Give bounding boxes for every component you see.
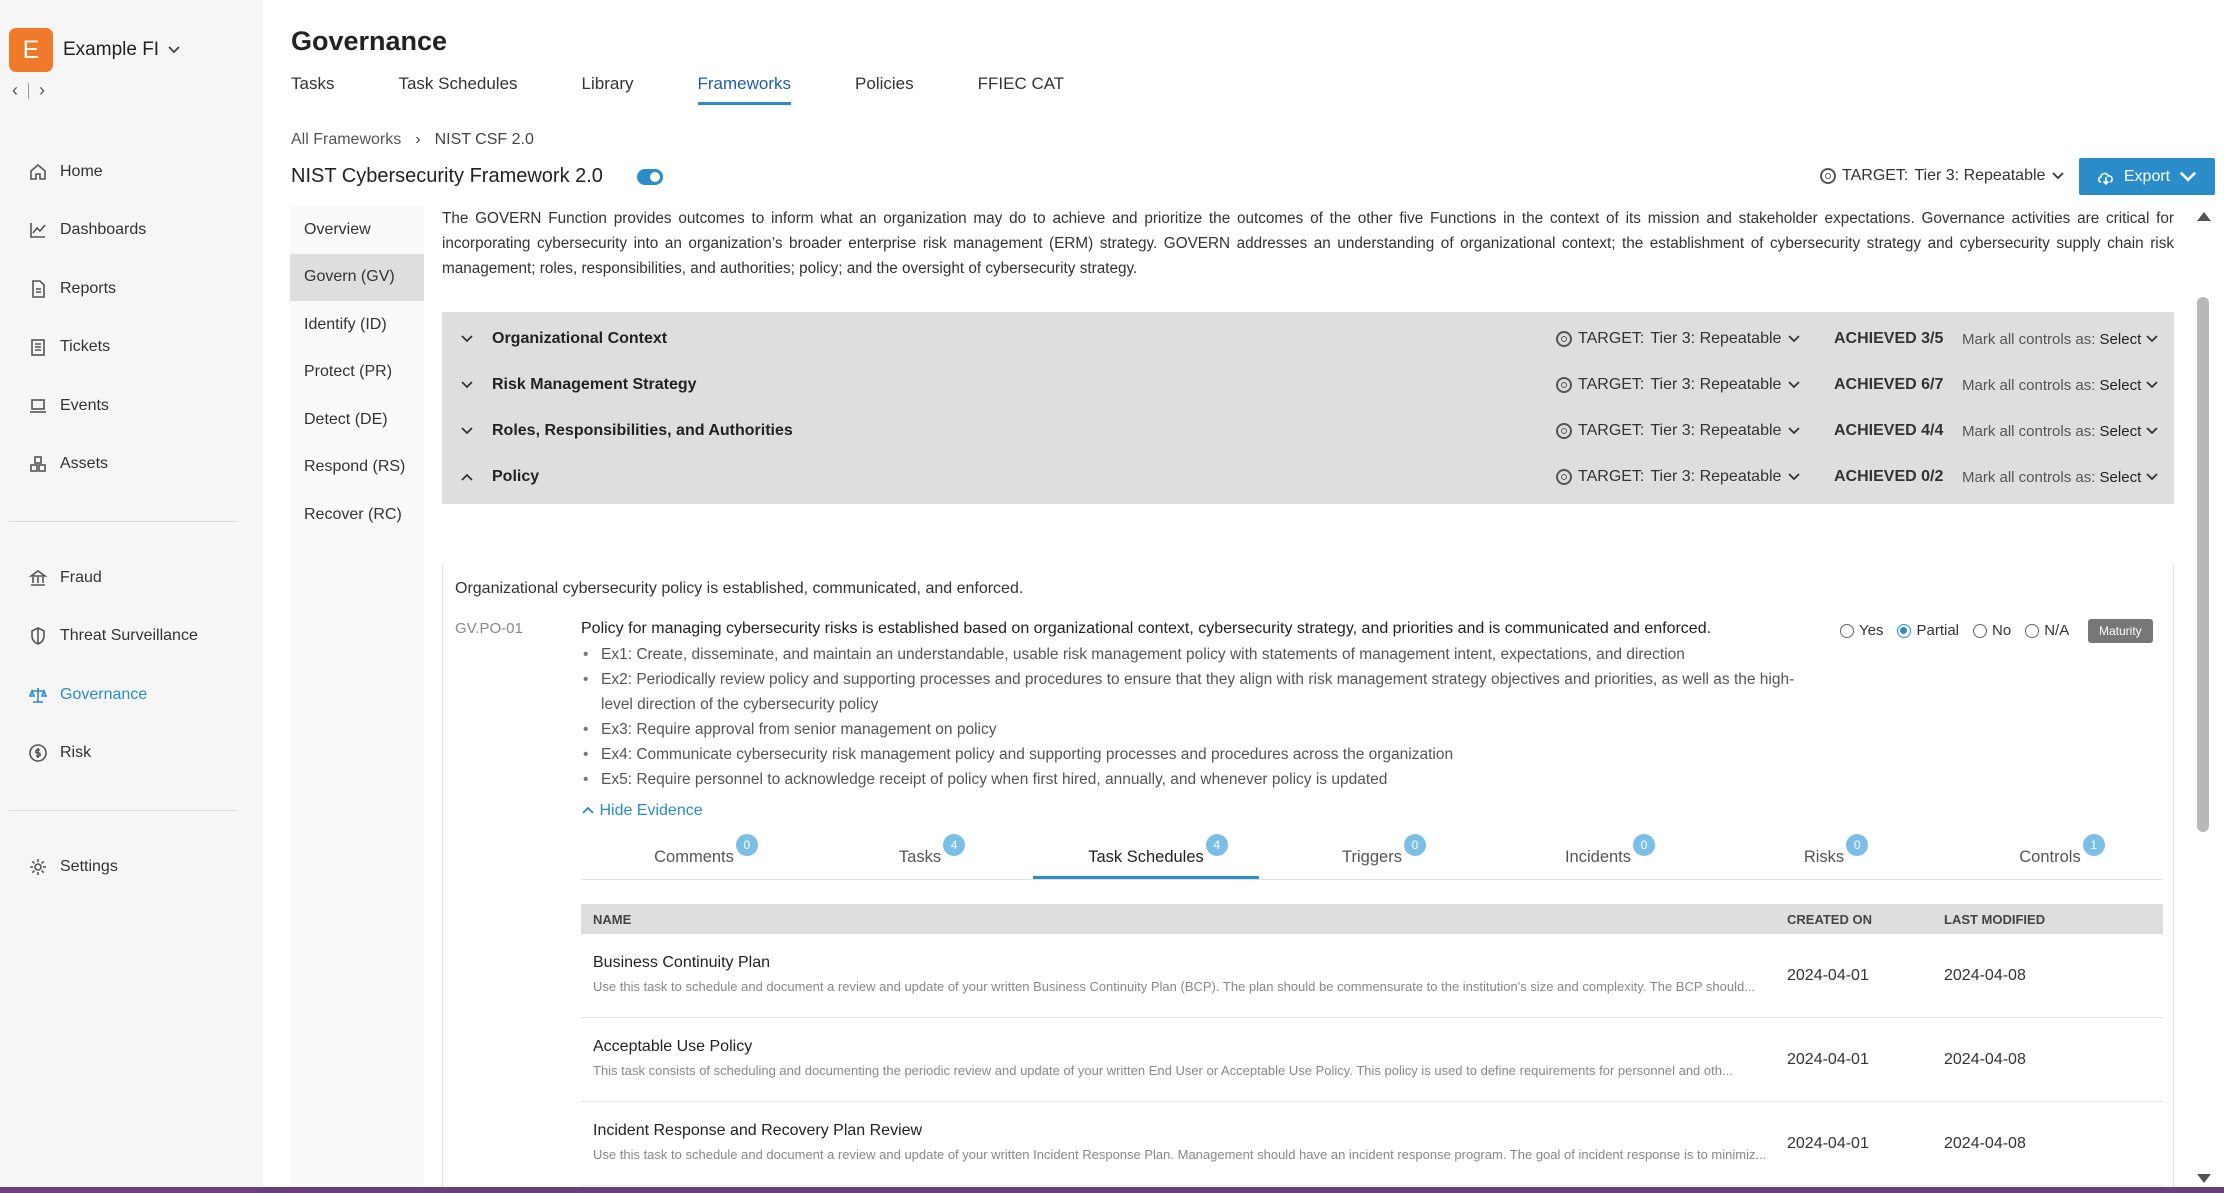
sidebar-item-label: Settings	[60, 858, 118, 875]
category-row-policy[interactable]	[442, 450, 2174, 504]
target-value: Tier 3: Repeatable	[1650, 330, 1782, 347]
sidebar-item-label: Governance	[60, 686, 148, 703]
count-badge: 4	[1206, 834, 1228, 856]
example-item: • Ex4: Communicate cybersecurity risk management policy and supporting processes and procedures across the organization	[581, 742, 1811, 767]
category-target-selector[interactable]	[1556, 468, 1834, 486]
back-arrow-icon[interactable]: ‹	[12, 80, 18, 100]
tab-controls[interactable]	[1937, 830, 2163, 879]
row-modified: 2024-04-08	[1944, 1050, 2026, 1068]
cloud-download-icon	[2096, 168, 2116, 186]
breadcrumb-current: NIST CSF 2.0	[434, 131, 534, 148]
row-title[interactable]: Acceptable Use Policy	[593, 1038, 753, 1055]
row-description: Use this task to schedule and document a review and update of your written Incident Response Plan. Management should have an incident response program. The goal of incident response is to minimiz...	[593, 1147, 1767, 1162]
export-button[interactable]	[2079, 158, 2215, 195]
chevron-down-icon	[2145, 426, 2159, 436]
row-title[interactable]: Incident Response and Recovery Plan Review	[593, 1122, 923, 1139]
chevron-down-icon	[1787, 472, 1801, 482]
chevron-down-icon	[1787, 380, 1801, 390]
tab-label: Controls	[2019, 848, 2081, 866]
function-list	[290, 206, 424, 1187]
org-switcher[interactable]	[9, 28, 181, 72]
table-row[interactable]	[581, 934, 2163, 1018]
window-bottom-border	[0, 1187, 2224, 1193]
sidebar-item-reports[interactable]	[28, 279, 116, 299]
mark-all-select[interactable]	[1962, 423, 2174, 440]
dollar-circle-icon	[28, 743, 48, 763]
governance-tabs	[291, 74, 1128, 105]
mark-all-value: Select	[2099, 376, 2142, 394]
chevron-down-icon	[2051, 171, 2065, 181]
target-value: Tier 3: Repeatable	[1650, 376, 1782, 393]
page-title: Governance	[291, 26, 448, 56]
radio-dot	[1840, 624, 1854, 638]
sidebar-item-dashboards[interactable]	[28, 220, 146, 240]
tab-task-schedules[interactable]	[1033, 830, 1259, 879]
target-label: TARGET:	[1578, 330, 1645, 347]
sidebar-item-label: Risk	[60, 744, 92, 761]
tab-tasks[interactable]: Tasks	[291, 74, 335, 93]
function-govern[interactable]: Govern (GV)	[290, 254, 424, 302]
task-schedules-table	[581, 904, 2163, 1186]
row-modified: 2024-04-08	[1944, 1134, 2026, 1152]
sidebar-item-settings[interactable]	[28, 857, 118, 877]
count-badge: 0	[1846, 834, 1868, 856]
tab-tasks[interactable]	[807, 830, 1033, 879]
tab-label: Incidents	[1564, 848, 1632, 866]
tab-label: Task Schedules	[1088, 848, 1204, 866]
sidebar-item-label: Threat Surveillance	[60, 627, 198, 644]
sidebar-item-tickets[interactable]	[28, 337, 110, 357]
chevron-down-icon	[167, 42, 181, 58]
count-badge: 0	[1633, 834, 1655, 856]
policy-panel	[442, 564, 2174, 1187]
list-icon	[28, 337, 48, 357]
row-description: Use this task to schedule and document a review and update of your written Business Continuity Plan (BCP). The plan should be commensurate to the institution's size and complexity. The BCP should...	[593, 979, 1756, 994]
tab-task-schedules[interactable]: Task Schedules	[398, 74, 518, 93]
hide-evidence-label: Hide Evidence	[599, 802, 703, 819]
category-target-selector[interactable]	[1556, 330, 1834, 348]
mark-all-value: Select	[2099, 422, 2142, 440]
sidebar-item-threat-surveillance[interactable]	[28, 626, 198, 646]
row-name-cell	[581, 1122, 1787, 1165]
tab-comments[interactable]	[581, 830, 807, 879]
sidebar-item-governance[interactable]	[28, 685, 147, 705]
function-content	[442, 206, 2176, 1187]
chevron-up-icon	[442, 469, 482, 485]
category-target-selector[interactable]	[1556, 376, 1834, 394]
tab-library[interactable]: Library	[581, 74, 634, 93]
sidebar-item-label: Fraud	[60, 569, 102, 586]
column-header-modified[interactable]: LAST MODIFIED	[1944, 911, 2046, 927]
category-title: Policy	[492, 468, 540, 485]
count-badge: 0	[736, 834, 758, 856]
sidebar-item-label: Dashboards	[60, 221, 147, 238]
scroll-up-arrow-icon[interactable]	[2197, 212, 2211, 221]
mark-all-label: Mark all controls as:	[1962, 330, 2096, 348]
target-value: Tier 3: Repeatable	[1650, 422, 1782, 439]
achieved-count: ACHIEVED 4/4	[1834, 422, 1944, 439]
row-name-cell	[581, 954, 1787, 997]
target-icon	[1820, 168, 1836, 184]
count-badge: 0	[1404, 834, 1426, 856]
content-scrollbar[interactable]	[2191, 208, 2215, 1183]
radio-dot	[1973, 624, 1987, 638]
sidebar-item-risk[interactable]	[28, 743, 91, 763]
document-icon	[28, 279, 48, 299]
scale-icon	[28, 685, 48, 705]
tab-label: Comments	[654, 848, 734, 866]
function-recover[interactable]: Recover (RC)	[304, 505, 402, 523]
row-description: This task consists of scheduling and documenting the periodic review and update of your written End User or Acceptable Use Policy. This policy is used to define requirements for personnel and oth...	[593, 1063, 1733, 1078]
row-name-cell	[581, 1038, 1787, 1081]
count-badge: 4	[943, 834, 965, 856]
category-target-selector[interactable]	[1556, 422, 1834, 440]
mark-all-value: Select	[2099, 330, 2142, 348]
radio-dot	[2025, 624, 2039, 638]
row-created: 2024-04-01	[1787, 1050, 1869, 1068]
chevron-down-icon	[1787, 426, 1801, 436]
mark-all-label: Mark all controls as:	[1962, 422, 2096, 440]
scroll-down-arrow-icon[interactable]	[2197, 1174, 2211, 1183]
control-answer-group	[1840, 622, 2069, 639]
evidence-tabs	[581, 830, 2163, 880]
function-intro: The GOVERN Function provides outcomes to inform what an organization may do to achieve and prioritize the outcomes of the other five Functions in the context of its mission and stakeholder expectations. Governance activities are critical for incorporating cybersecurity into an organization’s broader enterprise risk management (ERM) strategy. GOVERN addresses an understanding of organizational context; the establishment of cybersecurity strategy and cybersecurity supply chain risk management; roles, responsibilities, and authorities; policy; and the oversight of cybersecurity strategy.	[442, 210, 2174, 277]
export-label: Export	[2123, 167, 2171, 185]
sidebar-item-label: Reports	[60, 280, 117, 297]
chart-line-icon	[28, 220, 48, 240]
sidebar-item-assets[interactable]	[28, 454, 108, 474]
example-item: • Ex1: Create, disseminate, and maintain an understandable, usable risk management policy with statements of management intent, expectations, and direction	[581, 642, 1811, 667]
sidebar-item-label: Events	[60, 397, 109, 414]
control-id: GV.PO-01	[455, 620, 523, 637]
example-item: • Ex2: Periodically review policy and supporting processes and procedures to ensure that they align with risk management strategy objectives and priorities, as well as the high-level direction of the cybersecurity policy	[581, 667, 1811, 717]
target-icon	[1556, 377, 1572, 393]
mark-all-label: Mark all controls as:	[1962, 468, 2096, 486]
history-divider	[28, 83, 29, 99]
framework-title-row	[291, 165, 663, 188]
tab-label: Tasks	[898, 848, 942, 866]
function-identify[interactable]: Identify (ID)	[304, 315, 387, 333]
function-respond[interactable]: Respond (RS)	[304, 458, 406, 476]
target-label: TARGET:	[1842, 167, 1909, 184]
framework-title: NIST Cybersecurity Framework 2.0	[291, 165, 603, 187]
chevron-down-icon	[2145, 380, 2159, 390]
mark-all-label: Mark all controls as:	[1962, 376, 2096, 394]
cubes-icon	[28, 454, 48, 474]
tab-incidents[interactable]	[1485, 830, 1711, 879]
gear-icon	[28, 857, 48, 877]
column-header-name[interactable]: NAME	[593, 911, 632, 927]
sidebar	[0, 0, 263, 1187]
column-header-created[interactable]: CREATED ON	[1787, 911, 1872, 927]
chevron-down-icon	[442, 331, 482, 347]
table-row[interactable]	[581, 1102, 2163, 1186]
count-badge: 1	[2083, 834, 2105, 856]
sidebar-divider	[9, 521, 237, 522]
org-logo: E	[9, 28, 53, 72]
breadcrumb-all-frameworks[interactable]: All Frameworks	[291, 131, 402, 148]
chevron-down-icon	[2178, 168, 2198, 186]
target-label: TARGET:	[1578, 468, 1645, 485]
control-examples	[581, 642, 1811, 792]
radio-dot	[1897, 624, 1911, 638]
breadcrumb	[291, 131, 534, 149]
chevron-down-icon	[1787, 334, 1801, 344]
target-icon	[1556, 331, 1572, 347]
laptop-icon	[28, 396, 48, 416]
mark-all-select[interactable]	[1962, 469, 2174, 486]
shield-icon	[28, 626, 48, 646]
row-created: 2024-04-01	[1787, 1134, 1869, 1152]
control-statement: Policy for managing cybersecurity risks is established based on organizational context, cybersecurity strategy, and priorities and is communicated and enforced.	[581, 620, 1712, 637]
chevron-down-icon	[2145, 334, 2159, 344]
sidebar-divider	[9, 810, 237, 811]
breadcrumb-separator-icon: ›	[415, 131, 421, 148]
mark-all-value: Select	[2099, 468, 2142, 486]
table-header	[581, 904, 2163, 934]
row-title[interactable]: Business Continuity Plan	[593, 954, 770, 971]
answer-yes-radio[interactable]	[1840, 622, 1883, 639]
sidebar-item-label: Tickets	[60, 338, 111, 355]
org-name: Example FI	[63, 39, 160, 60]
answer-na-radio[interactable]	[2025, 622, 2069, 639]
tab-triggers[interactable]	[1259, 830, 1485, 879]
bank-icon	[28, 568, 48, 588]
row-modified: 2024-04-08	[1944, 966, 2026, 984]
table-row[interactable]	[581, 1018, 2163, 1102]
history-nav	[12, 80, 45, 101]
mark-all-select[interactable]	[1962, 331, 2174, 348]
category-title: Roles, Responsibilities, and Authorities	[492, 422, 793, 439]
maturity-button[interactable]: Maturity	[2088, 619, 2153, 643]
target-value: Tier 3: Repeatable	[1914, 167, 2046, 184]
framework-toggle[interactable]	[637, 169, 663, 185]
example-item: • Ex3: Require approval from senior management on policy	[581, 717, 1811, 742]
category-title: Organizational Context	[492, 330, 668, 347]
answer-label: Yes	[1859, 622, 1884, 639]
achieved-count: ACHIEVED 0/2	[1834, 468, 1944, 485]
function-overview[interactable]: Overview	[304, 220, 371, 238]
target-label: TARGET:	[1578, 422, 1645, 439]
function-detect[interactable]: Detect (DE)	[304, 410, 388, 428]
tab-policies[interactable]: Policies	[855, 74, 914, 93]
home-icon	[28, 162, 48, 182]
tab-ffiec-cat[interactable]: FFIEC CAT	[977, 74, 1065, 93]
hide-evidence-link[interactable]	[581, 802, 703, 820]
sidebar-item-events[interactable]	[28, 396, 109, 416]
mark-all-select[interactable]	[1962, 377, 2174, 394]
target-icon	[1556, 423, 1572, 439]
tab-frameworks[interactable]: Frameworks	[698, 74, 792, 105]
category-title: Risk Management Strategy	[492, 376, 697, 393]
function-protect[interactable]: Protect (PR)	[304, 363, 393, 381]
example-item: • Ex5: Require personnel to acknowledge receipt of policy when first hired, annually, and whenever policy is updated	[581, 767, 1811, 792]
sidebar-item-fraud[interactable]	[28, 568, 102, 588]
scrollbar-thumb[interactable]	[2197, 297, 2209, 832]
chevron-down-icon	[2145, 472, 2159, 482]
answer-label: No	[1992, 622, 2012, 639]
target-label: TARGET:	[1578, 376, 1645, 393]
tab-risks[interactable]	[1711, 830, 1937, 879]
framework-target-selector[interactable]	[1820, 167, 2065, 185]
target-value: Tier 3: Repeatable	[1650, 468, 1782, 485]
chevron-down-icon	[442, 377, 482, 393]
target-icon	[1556, 469, 1572, 485]
answer-no-radio[interactable]	[1973, 622, 2011, 639]
tab-label: Risks	[1803, 848, 1845, 866]
sidebar-item-label: Assets	[60, 455, 109, 472]
row-created: 2024-04-01	[1787, 966, 1869, 984]
category-description: Organizational cybersecurity policy is established, communicated, and enforced.	[455, 580, 1024, 597]
chevron-down-icon	[442, 423, 482, 439]
answer-label: Partial	[1916, 622, 1960, 639]
chevron-up-icon	[581, 805, 595, 815]
tab-label: Triggers	[1342, 848, 1402, 866]
answer-label: N/A	[2044, 622, 2070, 639]
answer-partial-radio[interactable]	[1897, 622, 1959, 639]
achieved-count: ACHIEVED 6/7	[1834, 376, 1944, 393]
forward-arrow-icon[interactable]: ›	[39, 80, 45, 100]
sidebar-item-home[interactable]	[28, 162, 103, 182]
sidebar-item-label: Home	[60, 163, 103, 180]
achieved-count: ACHIEVED 3/5	[1834, 330, 1944, 347]
